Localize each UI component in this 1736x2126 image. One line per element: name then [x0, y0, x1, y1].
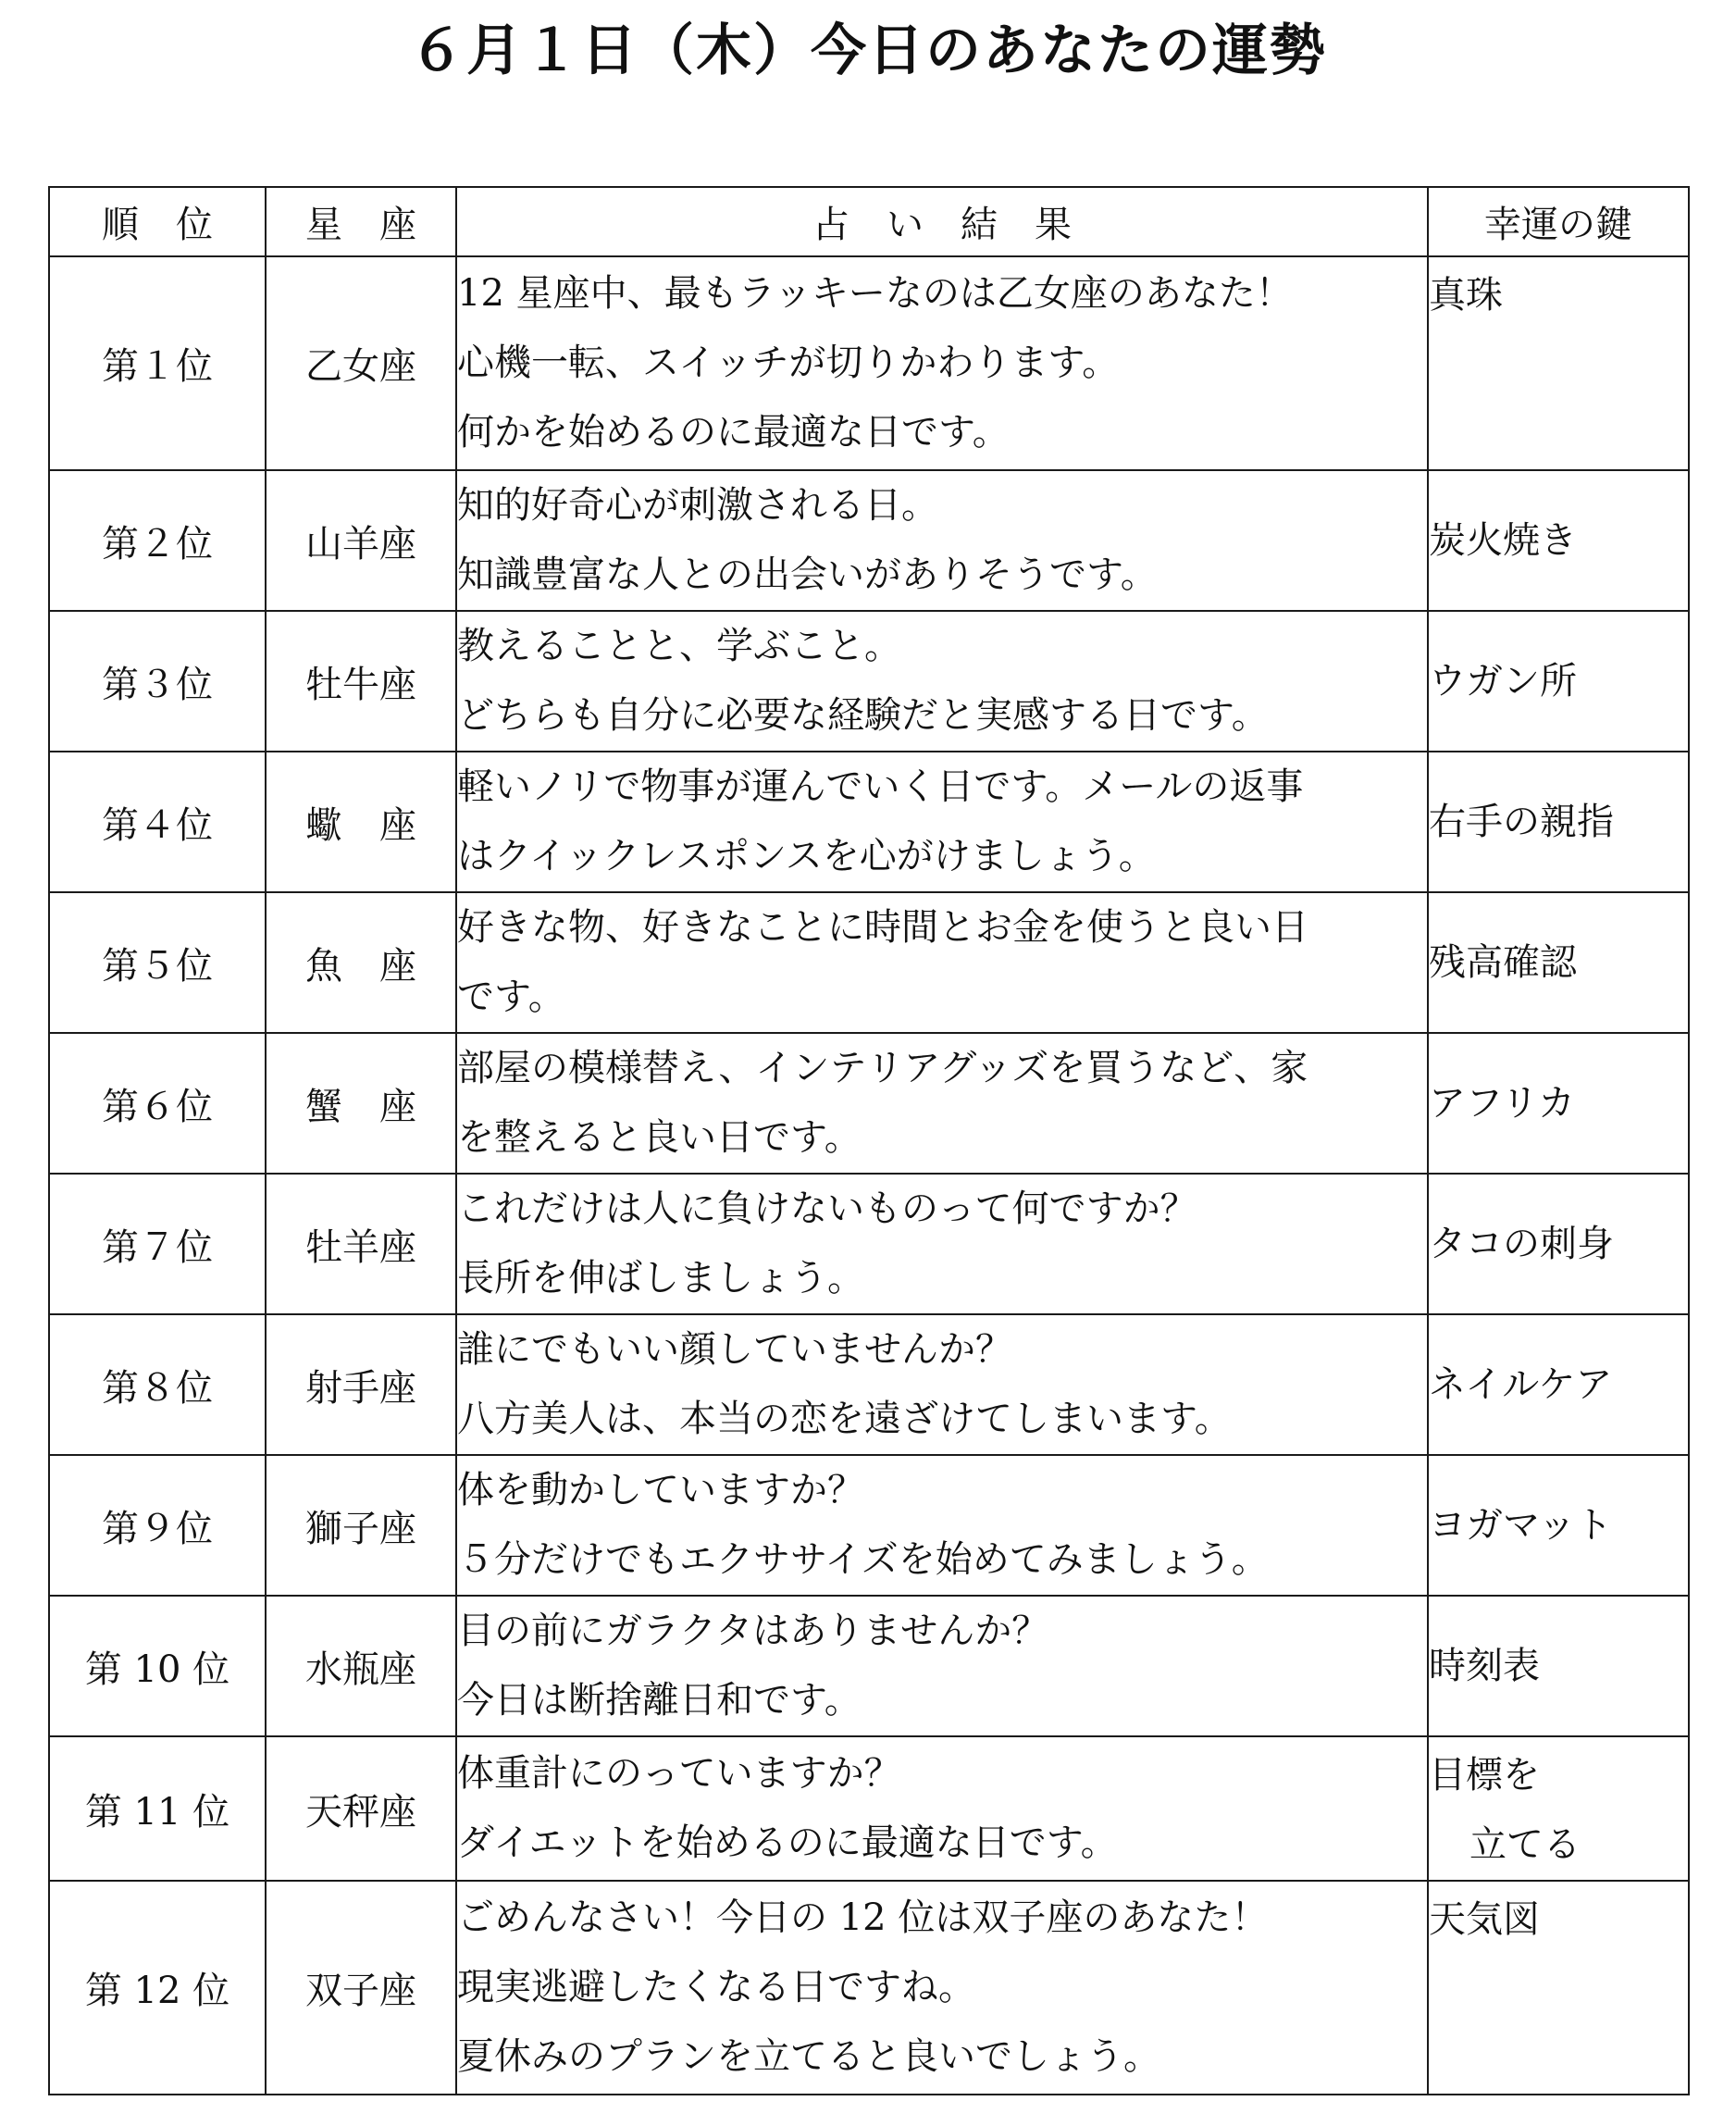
- result-line: 体を動かしていますか？: [457, 1469, 864, 1511]
- table-row: [49, 1174, 1689, 1314]
- result-line: 教えることと、学ぶこと。: [457, 625, 901, 667]
- result-line: を整えると良い日です。: [457, 1116, 862, 1159]
- sign-cell: 牡羊座: [266, 1174, 456, 1314]
- table-row: [49, 470, 1689, 611]
- result-cell: [456, 1314, 1428, 1455]
- result-cell: [456, 752, 1428, 892]
- result-line: どちらも自分に必要な経験だと実感する日です。: [457, 694, 1269, 737]
- sign-cell: 獅子座: [266, 1455, 456, 1596]
- sign-cell: 天秤座: [266, 1736, 456, 1881]
- result-line: 何かを始めるのに最適な日です。: [457, 411, 1010, 454]
- result-cell: [456, 1174, 1428, 1314]
- result-line: 軽いノリで物事が運んでいく日です。メールの返事: [457, 765, 1304, 808]
- page-title: ６月１日（木）今日のあなたの運勢: [409, 19, 1327, 83]
- rank-cell: 第３位: [49, 611, 266, 752]
- lucky-key-cell: [1428, 1033, 1689, 1174]
- rank-cell: 第７位: [49, 1174, 266, 1314]
- lucky-key-cell: [1428, 1596, 1689, 1736]
- result-line: 知識豊富な人との出会いがありそうです。: [457, 553, 1158, 596]
- lucky-key-cell: [1428, 1314, 1689, 1455]
- table-row: [49, 1455, 1689, 1596]
- sign-cell: 乙女座: [266, 256, 456, 470]
- lucky-key-text: ウガン所: [1429, 659, 1577, 702]
- result-line: 知的好奇心が刺激される日。: [457, 484, 938, 527]
- result-line: 今日は断捨離日和です。: [457, 1679, 862, 1722]
- result-cell: [456, 256, 1428, 470]
- lucky-key-text: 天気図: [1429, 1898, 1540, 1941]
- lucky-key-text: 真珠: [1429, 274, 1503, 317]
- result-line: 現実逃避したくなる日ですね。: [457, 1966, 975, 2008]
- result-line: 部屋の模様替え、インテリアグッズを買うなど、家: [457, 1047, 1308, 1089]
- result-cell: [456, 892, 1428, 1033]
- result-cell: [456, 1455, 1428, 1596]
- header-row: [49, 187, 1689, 256]
- result-cell: [456, 470, 1428, 611]
- result-line: 12 星座中、最もラッキーなのは乙女座のあなた！: [457, 272, 1293, 315]
- rank-cell: 第５位: [49, 892, 266, 1033]
- sign-cell: 双子座: [266, 1881, 456, 2095]
- fortune-table: [48, 186, 1690, 2095]
- rank-cell: 第 10 位: [49, 1596, 266, 1736]
- header-rank: 順 位: [49, 187, 266, 256]
- result-cell: [456, 1736, 1428, 1881]
- lucky-key-text: 時刻表: [1429, 1644, 1540, 1687]
- lucky-key-cell: [1428, 892, 1689, 1033]
- sign-cell: 魚 座: [266, 892, 456, 1033]
- result-cell: [456, 1881, 1428, 2095]
- header-sign: 星 座: [266, 187, 456, 256]
- table-row: [49, 1881, 1689, 2095]
- result-cell: [456, 1596, 1428, 1736]
- result-cell: [456, 1033, 1428, 1174]
- result-line: 夏休みのプランを立てると良いでしょう。: [457, 2035, 1160, 2078]
- lucky-key-cell: [1428, 1455, 1689, 1596]
- rank-cell: 第８位: [49, 1314, 266, 1455]
- rank-cell: 第２位: [49, 470, 266, 611]
- result-line: 体重計にのっていますか？: [457, 1752, 901, 1795]
- lucky-key-cell: [1428, 470, 1689, 611]
- result-cell: [456, 611, 1428, 752]
- lucky-key-cell: [1428, 256, 1689, 470]
- result-line: これだけは人に負けないものって何ですか？: [457, 1187, 1197, 1230]
- result-line: ダイエットを始めるのに最適な日です。: [457, 1821, 1118, 1864]
- table-row: [49, 611, 1689, 752]
- result-line: 誰にでもいい顔していませんか？: [457, 1328, 1012, 1371]
- lucky-key-text: ヨガマット: [1429, 1503, 1613, 1547]
- result-line: はクイックレスポンスを心がけましょう。: [457, 835, 1156, 877]
- lucky-key-cell: [1428, 1174, 1689, 1314]
- header-result: 占 い 結 果: [456, 187, 1428, 256]
- rank-cell: 第１位: [49, 256, 266, 470]
- result-line: 好きな物、好きなことに時間とお金を使うと良い日: [457, 906, 1308, 949]
- rank-cell: 第６位: [49, 1033, 266, 1174]
- rank-cell: 第９位: [49, 1455, 266, 1596]
- header-key: 幸運の鍵: [1428, 187, 1689, 256]
- lucky-key-cell: [1428, 611, 1689, 752]
- sign-cell: 蟹 座: [266, 1033, 456, 1174]
- result-line: ごめんなさい！今日の 12 位は双子座のあなた！: [457, 1896, 1269, 1939]
- table-row: [49, 1033, 1689, 1174]
- result-line: 心機一転、スイッチが切りかわります。: [457, 342, 1120, 384]
- sign-cell: 射手座: [266, 1314, 456, 1455]
- result-line: ５分だけでもエクササイズを始めてみましょう。: [457, 1538, 1269, 1581]
- lucky-key-text: 右手の親指: [1429, 800, 1614, 843]
- table-row: [49, 256, 1689, 470]
- rank-cell: 第４位: [49, 752, 266, 892]
- result-line: です。: [457, 976, 565, 1018]
- sign-cell: 水瓶座: [266, 1596, 456, 1736]
- result-line: 長所を伸ばしましょう。: [457, 1257, 864, 1299]
- sign-cell: 牡牛座: [266, 611, 456, 752]
- lucky-key-text: ネイルケア: [1429, 1362, 1613, 1406]
- rank-cell: 第 11 位: [49, 1736, 266, 1881]
- result-line: 目の前にガラクタはありませんか？: [457, 1610, 1049, 1652]
- sign-cell: 山羊座: [266, 470, 456, 611]
- table-row: [49, 892, 1689, 1033]
- lucky-key-text: 立てる: [1469, 1823, 1581, 1866]
- result-line: 八方美人は、本当の恋を遠ざけてしまいます。: [457, 1398, 1232, 1440]
- table-row: [49, 1596, 1689, 1736]
- lucky-key-text: アフリカ: [1429, 1081, 1575, 1125]
- table-row: [49, 752, 1689, 892]
- lucky-key-text: 目標を: [1429, 1754, 1540, 1797]
- lucky-key-text: 残高確認: [1429, 940, 1577, 984]
- lucky-key-cell: [1428, 1881, 1689, 2095]
- sign-cell: 蠍 座: [266, 752, 456, 892]
- lucky-key-cell: [1428, 752, 1689, 892]
- rank-cell: 第 12 位: [49, 1881, 266, 2095]
- lucky-key-text: 炭火焼き: [1429, 518, 1577, 562]
- lucky-key-text: タコの刺身: [1429, 1222, 1614, 1265]
- lucky-key-cell: [1428, 1736, 1689, 1881]
- table-row: [49, 1736, 1689, 1881]
- table-row: [49, 1314, 1689, 1455]
